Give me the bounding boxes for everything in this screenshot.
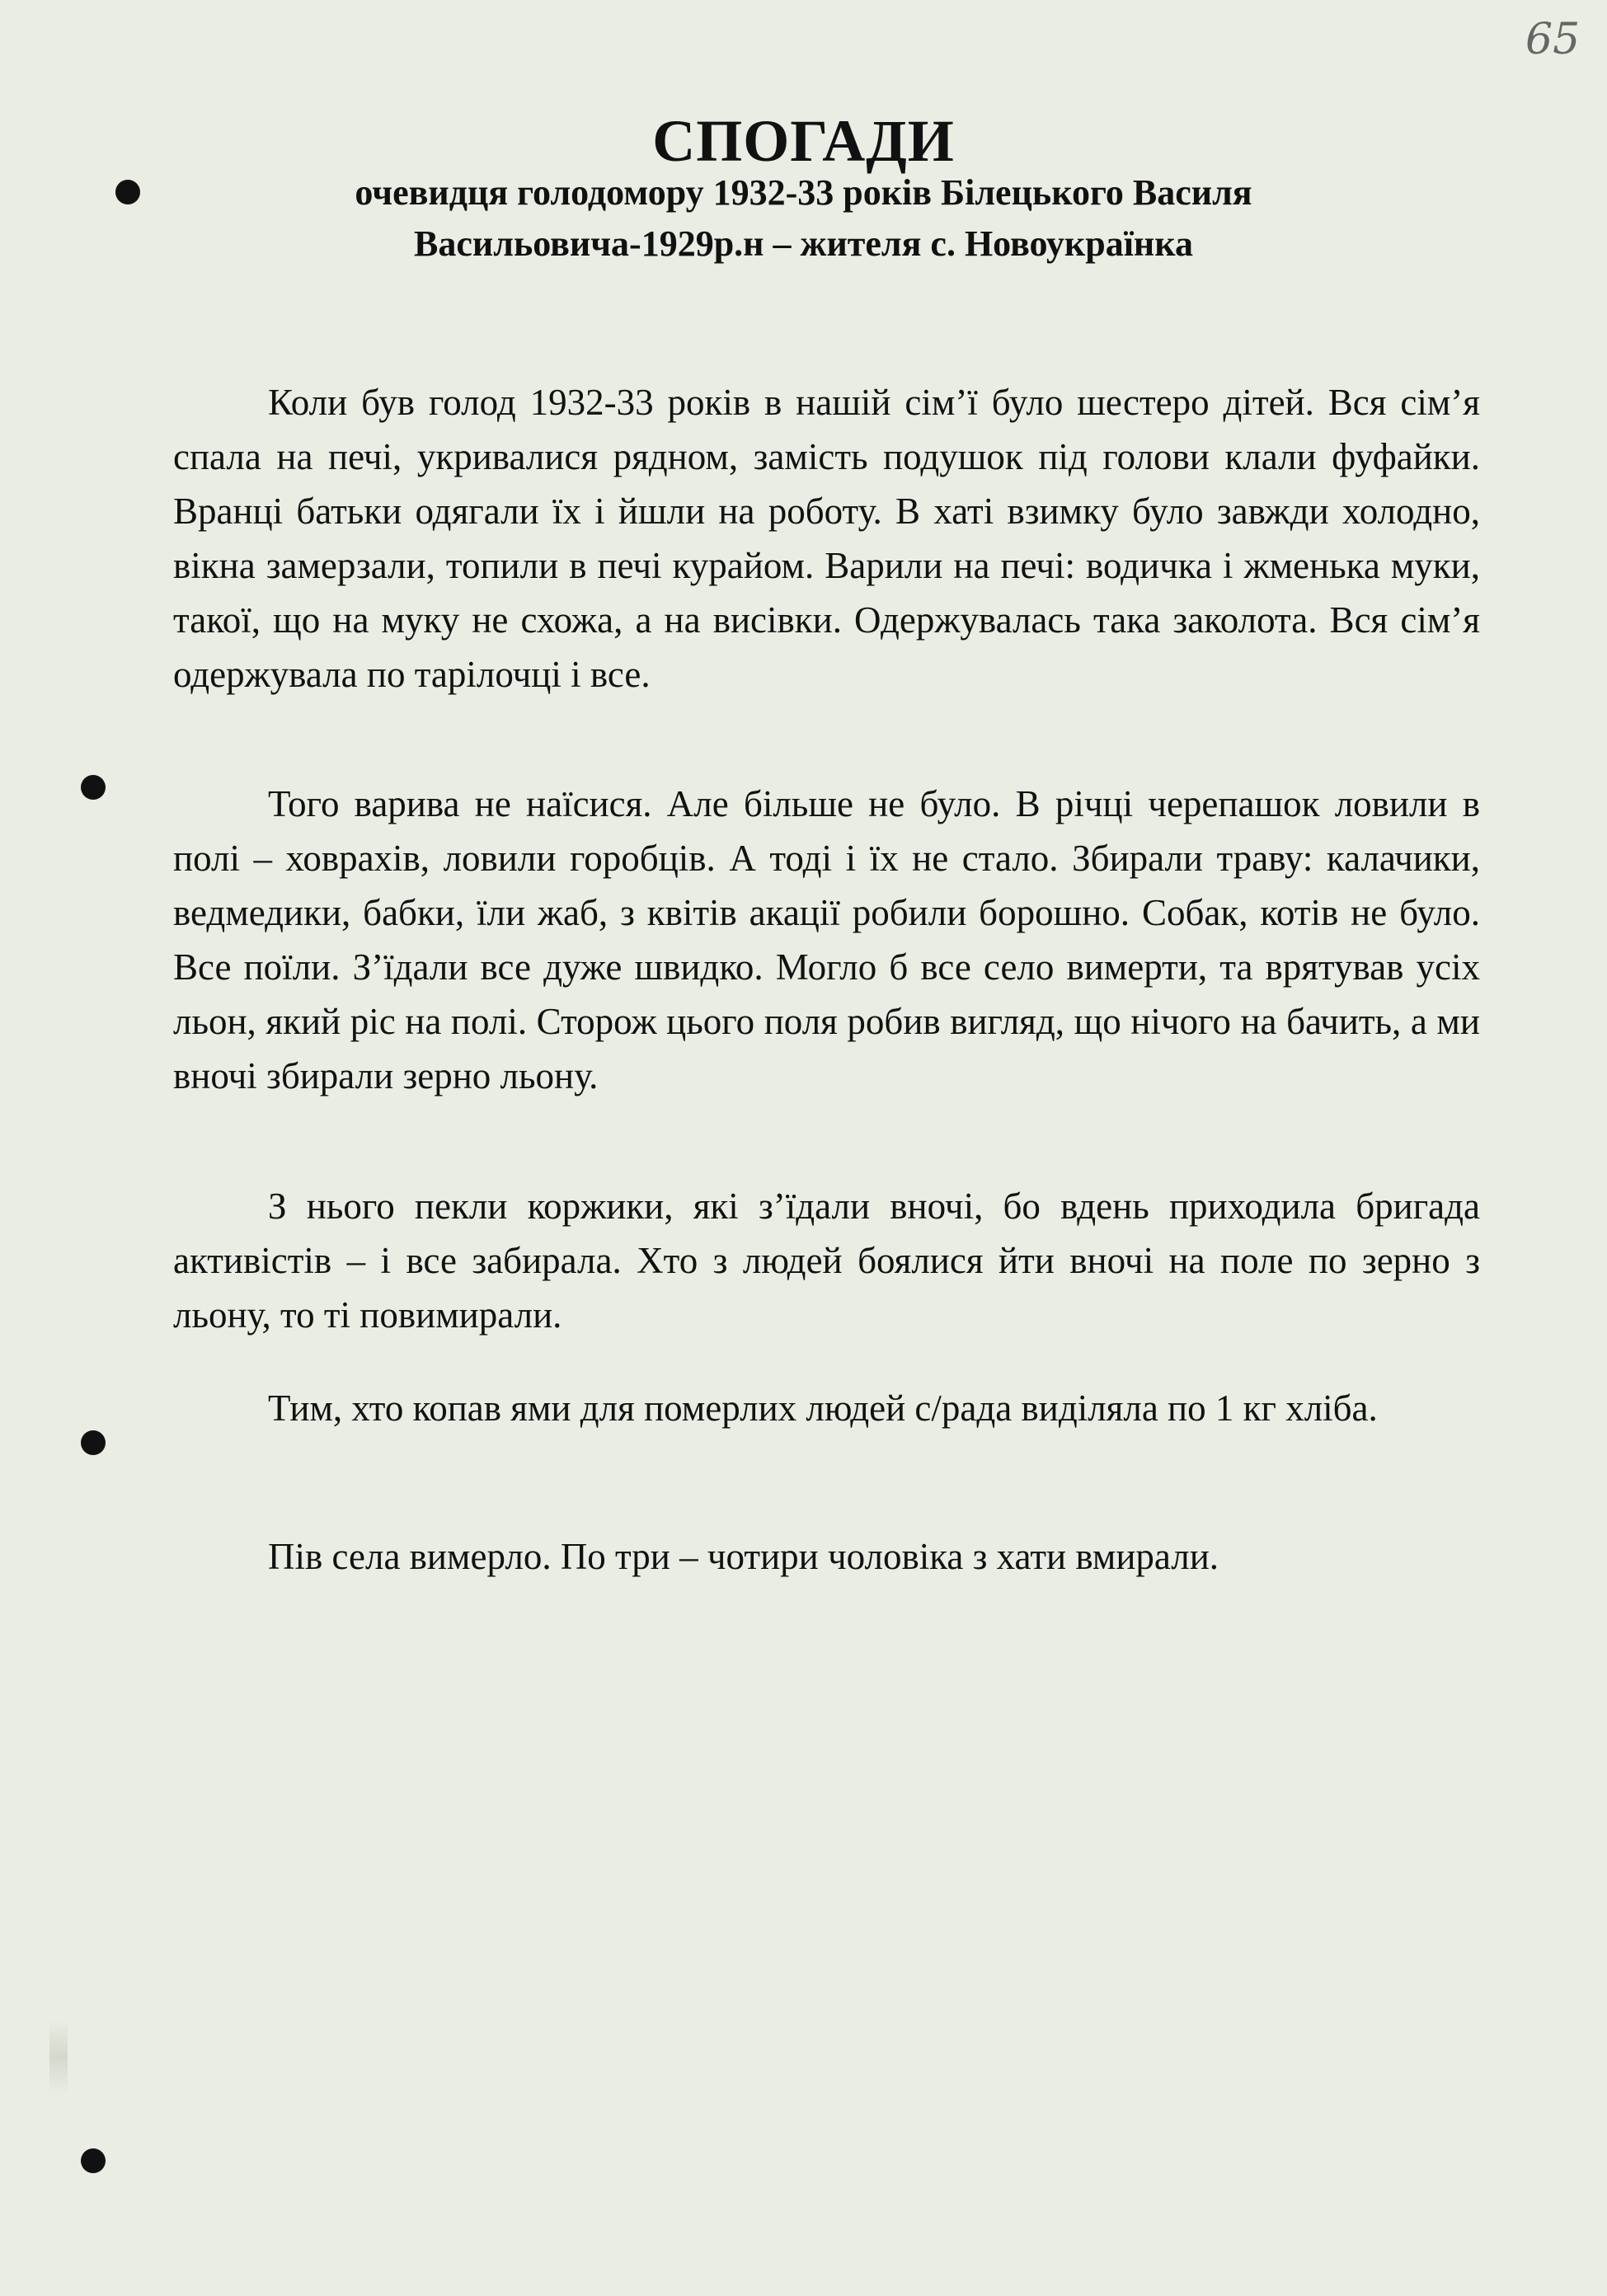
document-title: СПОГАДИ: [652, 108, 955, 174]
paragraph-2: Того варива не наїсися. Але більше не було. В річці черепашок ловили в полі – ховрахів, ловили горобців. А тоді і їх не стало. Збирали траву: калачики, ведмедики, бабки, їли жаб, з квітів акації робили борошно. Собак, котів не було. Все поїли. З’їдали все дуже швидко. Могло б все село вимерти, та врятував усіх льон, який ріс на полі. Сторож цього поля робив вигляд, що нічого на бачить, а ми вночі збирали зерно льону.: [173, 783, 1480, 1096]
document-subtitle-line-1: очевидця голодомору 1932-33 років Білецького Василя: [355, 172, 1252, 213]
punch-hole: [81, 775, 106, 800]
paragraph-1: Коли був голод 1932-33 років в нашій сім’ї було шестеро дітей. Вся сім’я спала на печі, укривалися рядном, замість подушок під голови клали фуфайки. Вранці батьки одягали їх і йшли на роботу. В хаті взимку було завжди холодно, вікна замерзали, топили в печі курайом. Варили на печі: водичка і жменька муки, такої, що на муку не схожа, а на висівки. Одержувалась така заколота. Вся сім’я одержувала по тарілочці і все.: [173, 382, 1480, 695]
punch-hole: [81, 1430, 106, 1455]
paragraph-3: З нього пекли коржики, які з’їдали вночі, бо вдень приходила бригада активістів – і все забирала. Хто з людей боялися йти вночі на поле по зерно з льону, то ті повимирали.: [173, 1186, 1480, 1336]
document-subtitle-line-2: Васильовича-1929р.н – жителя с. Новоукраїнка: [414, 223, 1193, 264]
paragraph-5: Пів села вимерло. По три – чотири чоловіка з хати вмирали.: [268, 1536, 1219, 1577]
punch-hole: [81, 2148, 106, 2173]
handwritten-page-number: 65: [1525, 15, 1581, 64]
paper-smudge: [49, 2020, 68, 2094]
paragraph-4: Тим, хто копав ями для померлих людей с/рада виділяла по 1 кг хліба.: [268, 1387, 1378, 1429]
punch-hole: [115, 180, 140, 204]
